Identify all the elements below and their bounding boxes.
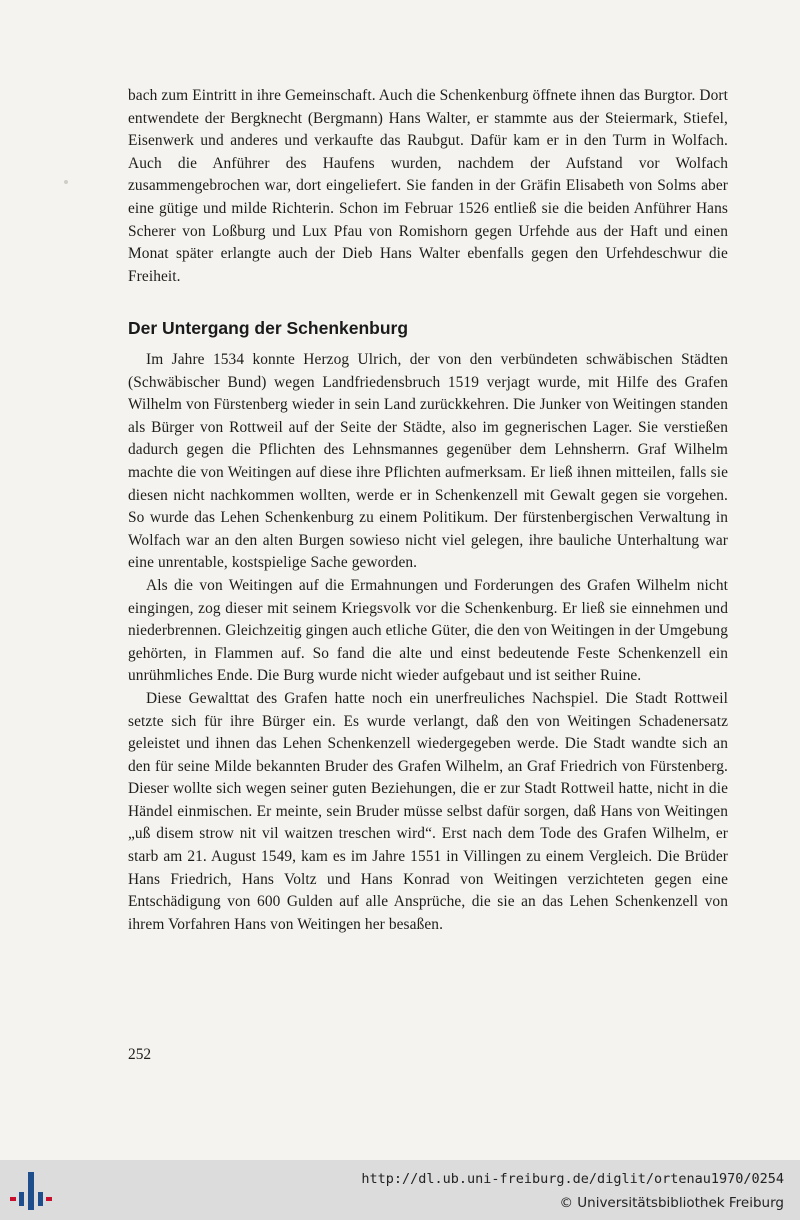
ub-freiburg-logo-icon[interactable] <box>10 1170 52 1212</box>
section-body <box>128 349 728 936</box>
source-url-link[interactable]: http://dl.ub.uni-freiburg.de/diglit/ortenau1970/0254 <box>361 1171 784 1187</box>
scan-smudge <box>64 180 68 184</box>
library-footer <box>0 1160 800 1220</box>
body-paragraph-2: Als die von Weitingen auf die Ermahnungen und Forderungen des Grafen Wilhelm nicht eingingen, zog dieser mit seinem Kriegsvolk vor die Schenkenburg. Er ließ sie einnehmen und niederbrennen. Gleichzeitig gingen auch etliche Güter, die den von Weitingen in der Umgebung gehörten, in Flammen auf. So fand die alte und einst bedeutende Feste Schenkenzell ein unrühmliches Ende. Die Burg wurde nicht wieder aufgebaut und ist seither Ruine. <box>128 576 728 685</box>
intro-paragraph: bach zum Eintritt in ihre Gemeinschaft. Auch die Schenkenburg öffnete ihnen das Burgtor. Dort entwendete der Bergknecht (Bergmann) Hans Walter, er stammte aus der Steiermark, Stiefel, Eisenwerk und anderes und verkaufte das Raubgut. Dafür kam er in den Turm in Wolfach. Auch die Anführer des Haufens wurden, nachdem der Aufstand vor Wolfach zusammengebrochen war, dort eingeliefert. Sie fanden in der Gräfin Elisabeth von Solms aber eine gütige und milde Richterin. Schon im Februar 1526 entließ sie die beiden Anführer Hans Scherer von Loßburg und Lux Pfau von Romishorn gegen Urfehde aus der Haft und einen Monat später erlangte auch der Dieb Hans Walter ebenfalls gegen den Urfehdeschwur die Freiheit. <box>128 87 728 285</box>
page-number: 252 <box>128 1046 152 1063</box>
body-paragraph-1: Im Jahre 1534 konnte Herzog Ulrich, der von den verbündeten schwäbischen Städten (Schwäbischer Bund) wegen Landfriedensbruch 1519 verjagt wurde, mit Hilfe des Grafen Wilhelm von Fürstenberg wieder in sein Land zurückkehren. Die Junker von Weitingen standen als Bürger von Rottweil auf der Seite der Städte, also im gegnerischen Lager. Sie verstießen dadurch gegen die Pflichten des Lehnsmannes gegenüber dem Lehnsherrn. Graf Wilhelm machte die von Weitingen auf diese ihre Pflichten aufmerksam. Er ließ ihnen mitteilen, falls sie diesen nicht nachkommen wollten, werde er in Schenkenzell mit Gewalt gegen sie vorgehen. So wurde das Lehen Schenkenburg zu einem Politikum. Der fürstenbergischen Verwaltung in Wolfach war an den alten Burgen sowieso nicht viel gelegen, ihre bauliche Unterhaltung war eine unrentable, kostspielige Sache geworden. <box>128 351 728 572</box>
body-paragraph-3: Diese Gewalttat des Grafen hatte noch ein unerfreuliches Nachspiel. Die Stadt Rottweil setzte sich für ihre Bürger ein. Es wurde verlangt, daß den von Weitingen Schadenersatz geleistet und ihnen das Lehen Schenkenzell wiedergegeben werde. Die Stadt wandte sich an den für seine Milde bekannten Bruder des Grafen Wilhelm, an Graf Friedrich von Fürstenberg. Dieser wollte sich wegen seiner guten Beziehungen, die er zur Stadt Rottweil hatte, nicht in die Händel einmischen. Er meinte, sein Bruder müsse selbst dafür sorgen, daß Hans von Weitingen „uß disem strow nit vil waitzen treschen wird“. Erst nach dem Tode des Grafen Wilhelm, er starb am 21. August 1549, kam es im Jahre 1551 in Villingen zu einem Vergleich. Die Brüder Hans Friedrich, Hans Voltz und Hans Konrad von Weitingen verzichteten gegen eine Entschädigung von 600 Gulden auf alle Ansprüche, die sie an das Lehen Schenkenzell von ihrem Vorfahren Hans von Weitingen her besaßen. <box>128 689 728 933</box>
section-heading: Der Untergang der Schenkenburg <box>128 318 409 338</box>
intro-paragraph-block <box>128 85 728 288</box>
library-credit: © Universitätsbibliothek Freiburg <box>559 1195 784 1211</box>
